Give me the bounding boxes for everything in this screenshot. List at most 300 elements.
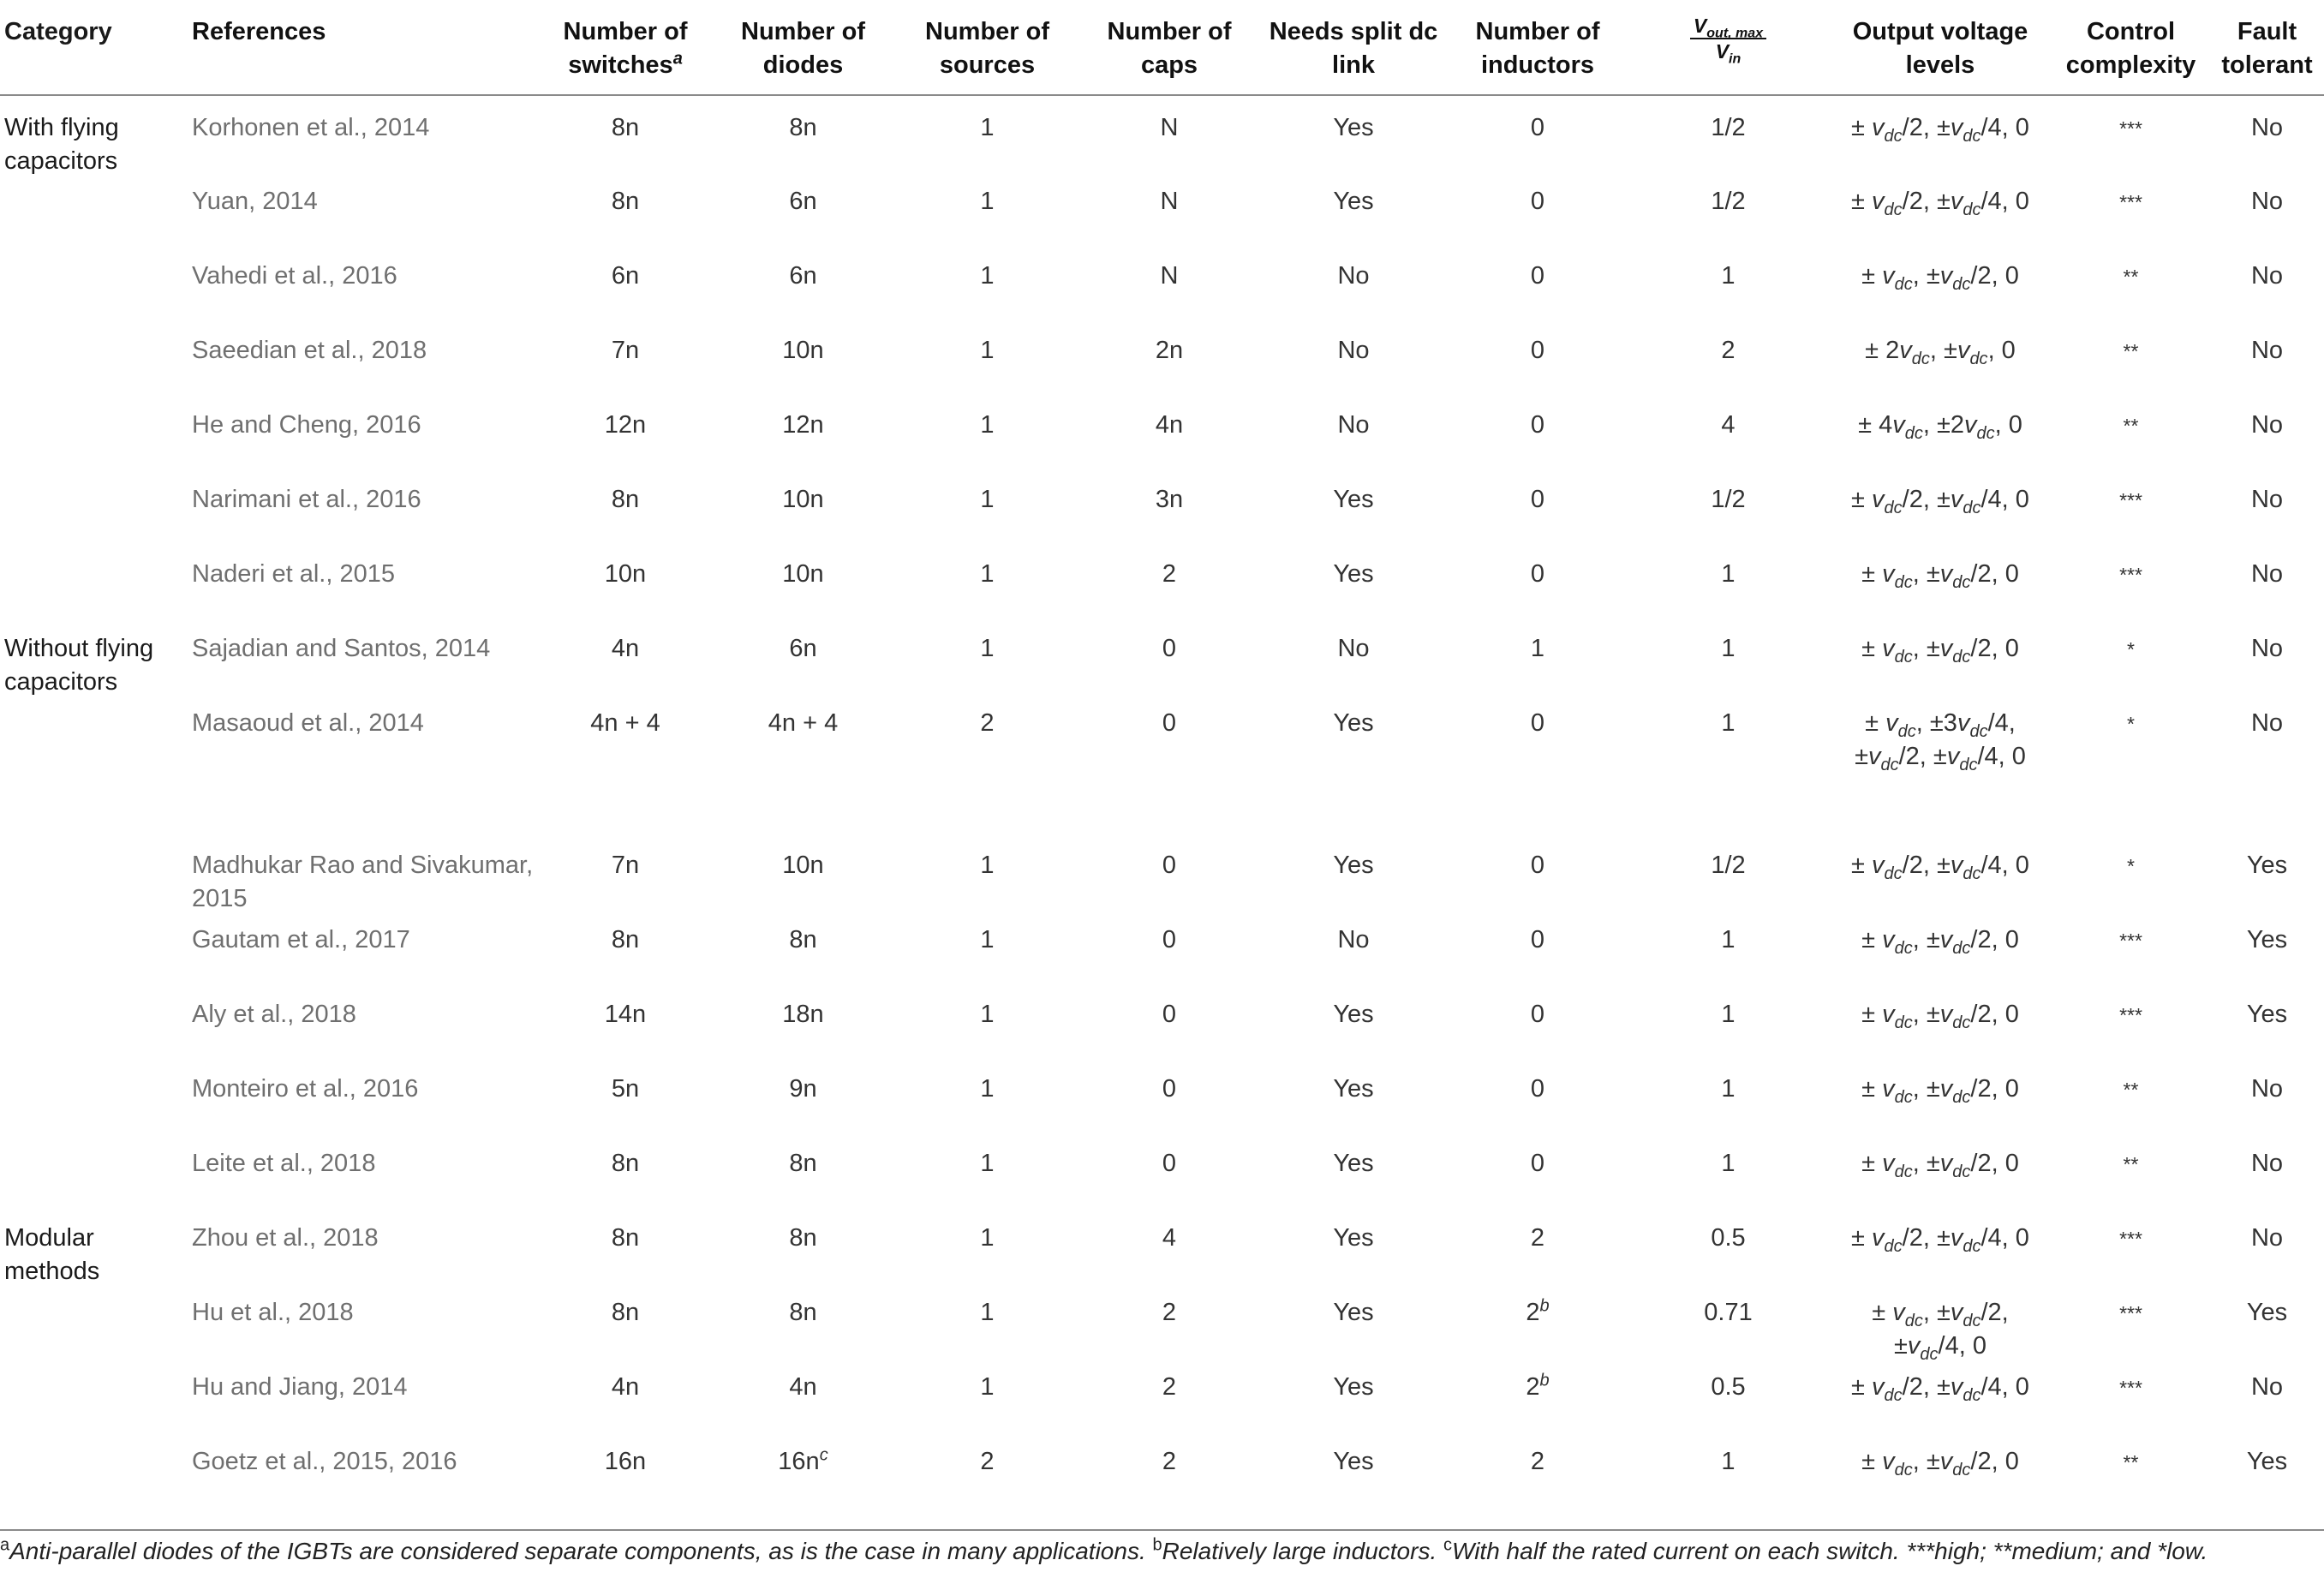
- switches-cell: [540, 409, 711, 483]
- caps-cell-text: 0: [1162, 1075, 1177, 1103]
- sources-cell-text: 1: [980, 188, 995, 215]
- fault-tolerant-cell: [2210, 1147, 2324, 1222]
- caps-cell-text: 0: [1162, 709, 1177, 737]
- split-dc-link-cell: [1259, 558, 1448, 632]
- reference-cell: [180, 998, 540, 1073]
- split-dc-link-cell-text: Yes: [1333, 1150, 1374, 1177]
- sources-cell-text: 1: [980, 1075, 995, 1103]
- switches-cell-text: 16n: [604, 1448, 647, 1475]
- voltage-ratio-cell-text: 1/2: [1711, 486, 1746, 513]
- diodes-cell: [711, 1296, 895, 1371]
- control-complexity-cell-text: **: [2123, 1451, 2139, 1473]
- fault-tolerant-cell-text: No: [2250, 709, 2284, 737]
- switches-cell: [540, 334, 711, 409]
- split-dc-link-cell-text: No: [1337, 926, 1370, 953]
- control-complexity-cell-text: ***: [2119, 564, 2142, 586]
- switches-cell: [540, 923, 711, 998]
- caps-cell-text: 0: [1162, 635, 1177, 662]
- split-dc-link-cell: [1259, 998, 1448, 1073]
- table-row: [0, 334, 2324, 409]
- split-dc-link-cell: [1259, 632, 1448, 707]
- caps-cell: [1079, 998, 1259, 1073]
- reference-cell: [180, 849, 540, 923]
- control-complexity-cell: [2052, 1222, 2210, 1296]
- sources-cell: [895, 707, 1079, 849]
- inductors-cell: [1448, 95, 1628, 185]
- reference-cell: [180, 1147, 540, 1222]
- switches-cell: [540, 95, 711, 185]
- control-complexity-cell-text: ***: [2119, 1377, 2142, 1399]
- category-cell: [0, 998, 180, 1073]
- diodes-cell-text: 4n: [789, 1373, 817, 1401]
- inductors-cell-text: 2: [1530, 1448, 1545, 1475]
- fault-tolerant-cell-text: Yes: [2246, 1299, 2288, 1326]
- switches-cell-text: 6n: [611, 262, 640, 290]
- diodes-cell-text: 8n: [789, 926, 817, 953]
- voltage-ratio-cell: [1628, 260, 1829, 334]
- header-switches: Number of switches$^a$: [540, 0, 711, 95]
- sources-cell: [895, 1445, 1079, 1520]
- output-levels-cell: [1829, 1371, 2052, 1445]
- inductors-cell-text: 1: [1530, 635, 1545, 662]
- fault-tolerant-cell-text: No: [2250, 188, 2284, 215]
- fault-tolerant-cell: [2210, 707, 2324, 849]
- reference-cell: [180, 1222, 540, 1296]
- table-row: [0, 558, 2324, 632]
- output-levels-cell-text: ± $v_{dc}$, $\pm v_{dc}/2$, 0: [1861, 1448, 2019, 1479]
- diodes-cell-text: 8n: [789, 1299, 817, 1326]
- voltage-ratio-cell-text: 1: [1721, 1448, 1736, 1475]
- fault-tolerant-cell: [2210, 185, 2324, 260]
- inductors-cell-text: 0: [1530, 486, 1545, 513]
- category-cell-text: Without flying capacitors: [4, 635, 154, 696]
- sources-cell-text: 1: [980, 337, 995, 364]
- switches-cell: [540, 1445, 711, 1520]
- fault-tolerant-cell-text: Yes: [2246, 1448, 2288, 1475]
- sources-cell: [895, 483, 1079, 558]
- split-dc-link-cell: [1259, 1073, 1448, 1147]
- voltage-ratio-cell-text: 2: [1721, 337, 1736, 364]
- output-levels-cell: [1829, 409, 2052, 483]
- reference-cell: [180, 185, 540, 260]
- reference-cell: [180, 923, 540, 998]
- fault-tolerant-cell-text: No: [2250, 635, 2284, 662]
- output-levels-cell: [1829, 1147, 2052, 1222]
- caps-cell: [1079, 185, 1259, 260]
- inductors-cell: [1448, 632, 1628, 707]
- diodes-cell: [711, 1222, 895, 1296]
- output-levels-cell-text: ± $v_{dc}/2$, $\pm v_{dc}/4$, 0: [1851, 188, 2029, 219]
- diodes-cell-text: 10n: [782, 852, 824, 879]
- split-dc-link-cell: [1259, 260, 1448, 334]
- voltage-ratio-cell-text: 1/2: [1711, 114, 1746, 141]
- reference-cell-text: Monteiro et al., 2016: [192, 1075, 419, 1103]
- table-row: [0, 95, 2324, 185]
- switches-cell-text: 14n: [604, 1001, 647, 1028]
- control-complexity-cell: [2052, 707, 2210, 849]
- voltage-ratio-cell-text: 1: [1721, 635, 1736, 662]
- header-voltage-ratio: [1628, 0, 1829, 95]
- voltage-ratio-cell: [1628, 1371, 1829, 1445]
- inductors-cell: [1448, 260, 1628, 334]
- category-cell: [0, 95, 180, 185]
- split-dc-link-cell-text: Yes: [1333, 560, 1374, 588]
- sources-cell-text: 1: [980, 114, 995, 141]
- category-cell: [0, 185, 180, 260]
- fault-tolerant-cell: [2210, 632, 2324, 707]
- split-dc-link-cell: [1259, 1371, 1448, 1445]
- control-complexity-cell-text: ***: [2119, 1302, 2142, 1324]
- switches-cell: [540, 632, 711, 707]
- category-cell: [0, 1222, 180, 1296]
- split-dc-link-cell-text: Yes: [1333, 1001, 1374, 1028]
- inductors-cell-text: 0: [1530, 262, 1545, 290]
- table-row: [0, 998, 2324, 1073]
- diodes-cell-text: 18n: [782, 1001, 824, 1028]
- sources-cell: [895, 1222, 1079, 1296]
- split-dc-link-cell-text: Yes: [1333, 486, 1374, 513]
- voltage-ratio-cell-text: 1: [1721, 709, 1736, 737]
- control-complexity-cell: [2052, 1371, 2210, 1445]
- footnote-a-text: Anti-parallel diodes of the IGBTs are considered separate components, as is the case in many applications.: [9, 1538, 1146, 1564]
- diodes-cell: [711, 409, 895, 483]
- control-complexity-cell-text: **: [2123, 1079, 2139, 1101]
- caps-cell-text: 0: [1162, 852, 1177, 879]
- reference-cell-text: Hu and Jiang, 2014: [192, 1373, 408, 1401]
- switches-cell-text: 4n + 4: [590, 709, 660, 737]
- diodes-cell-text: 10n: [782, 486, 824, 513]
- header-references: References: [180, 0, 540, 95]
- switches-cell: [540, 260, 711, 334]
- control-complexity-cell: [2052, 260, 2210, 334]
- output-levels-cell-text: ± $v_{dc}$, $\pm v_{dc}/2$, $\pm v_{dc}/4$, 0: [1872, 1299, 2009, 1364]
- diodes-cell: [711, 483, 895, 558]
- inductors-cell: [1448, 1296, 1628, 1371]
- control-complexity-cell-text: *: [2127, 713, 2135, 735]
- switches-cell: [540, 1222, 711, 1296]
- control-complexity-cell-text: ***: [2119, 929, 2142, 952]
- sources-cell-text: 2: [980, 709, 995, 737]
- output-levels-cell-text: ± $v_{dc}/2$, $\pm v_{dc}/4$, 0: [1851, 852, 2029, 883]
- voltage-ratio-cell-text: 1: [1721, 560, 1736, 588]
- sources-cell: [895, 334, 1079, 409]
- switches-cell: [540, 185, 711, 260]
- reference-cell-text: Gautam et al., 2017: [192, 926, 410, 953]
- table-row: [0, 483, 2324, 558]
- header-diodes: Number of diodes: [711, 0, 895, 95]
- inductors-cell-text: 0: [1530, 1001, 1545, 1028]
- inductors-cell: [1448, 558, 1628, 632]
- switches-cell-text: 12n: [604, 411, 647, 439]
- split-dc-link-cell-text: Yes: [1333, 1373, 1374, 1401]
- caps-cell: [1079, 483, 1259, 558]
- inductors-cell: [1448, 1222, 1628, 1296]
- voltage-ratio-fraction: [1690, 15, 1766, 67]
- fault-tolerant-cell-text: No: [2250, 1075, 2284, 1103]
- caps-cell-text: 3n: [1155, 486, 1184, 513]
- inductors-cell: [1448, 849, 1628, 923]
- caps-cell: [1079, 95, 1259, 185]
- reference-cell: [180, 334, 540, 409]
- diodes-cell: [711, 95, 895, 185]
- sources-cell: [895, 1296, 1079, 1371]
- caps-cell: [1079, 1371, 1259, 1445]
- caps-cell: [1079, 1147, 1259, 1222]
- reference-cell: [180, 483, 540, 558]
- reference-cell-text: Madhukar Rao and Sivakumar, 2015: [192, 852, 534, 912]
- table-row: [0, 1222, 2324, 1296]
- diodes-cell: [711, 1147, 895, 1222]
- reference-cell-text: Aly et al., 2018: [192, 1001, 356, 1028]
- diodes-cell-text: 8n: [789, 1224, 817, 1252]
- table-header: [0, 0, 2324, 95]
- header-category: Category: [0, 0, 180, 95]
- diodes-cell-text: 6n: [789, 262, 817, 290]
- caps-cell: [1079, 1296, 1259, 1371]
- category-cell: [0, 260, 180, 334]
- diodes-cell-text: 12n: [782, 411, 824, 439]
- output-levels-cell-text: ± $v_{dc}$, $\pm v_{dc}/2$, 0: [1861, 262, 2019, 294]
- output-levels-cell-text: ± $v_{dc}$, $\pm 3v_{dc}/4$, $\pm v_{dc}/2$, $\pm v_{dc}/4$, 0: [1855, 709, 2026, 774]
- fault-tolerant-cell-text: Yes: [2246, 926, 2288, 953]
- sources-cell: [895, 260, 1079, 334]
- fault-tolerant-cell: [2210, 1445, 2324, 1520]
- category-cell: [0, 1296, 180, 1371]
- category-cell: [0, 849, 180, 923]
- voltage-ratio-cell: [1628, 632, 1829, 707]
- output-levels-cell: [1829, 334, 2052, 409]
- sources-cell: [895, 632, 1079, 707]
- table-row: [0, 260, 2324, 334]
- table-row: [0, 1296, 2324, 1371]
- split-dc-link-cell: [1259, 483, 1448, 558]
- fault-tolerant-cell-text: No: [2250, 560, 2284, 588]
- fault-tolerant-cell: [2210, 260, 2324, 334]
- fault-tolerant-cell: [2210, 923, 2324, 998]
- caps-cell-text: 2: [1162, 1448, 1177, 1475]
- caps-cell-text: 2: [1162, 1373, 1177, 1401]
- split-dc-link-cell: [1259, 1296, 1448, 1371]
- sources-cell: [895, 1147, 1079, 1222]
- switches-cell-text: 8n: [611, 1224, 640, 1252]
- control-complexity-cell-text: **: [2123, 1153, 2139, 1175]
- output-levels-cell-text: ± $v_{dc}$, $\pm v_{dc}/2$, 0: [1861, 926, 2019, 958]
- voltage-ratio-denominator: $V_{in}$: [1715, 40, 1742, 67]
- caps-cell: [1079, 632, 1259, 707]
- control-complexity-cell: [2052, 185, 2210, 260]
- switches-cell: [540, 1296, 711, 1371]
- split-dc-link-cell: [1259, 1147, 1448, 1222]
- caps-cell-text: 2: [1162, 1299, 1177, 1326]
- inductors-cell: [1448, 1073, 1628, 1147]
- table-footnote: [0, 1529, 2324, 1567]
- category-cell: [0, 334, 180, 409]
- split-dc-link-cell: [1259, 1445, 1448, 1520]
- diodes-cell: [711, 632, 895, 707]
- sources-cell-text: 1: [980, 635, 995, 662]
- fault-tolerant-cell-text: No: [2250, 114, 2284, 141]
- inductors-cell: [1448, 1445, 1628, 1520]
- split-dc-link-cell-text: Yes: [1333, 1075, 1374, 1103]
- split-dc-link-cell-text: Yes: [1333, 1224, 1374, 1252]
- switches-cell-text: 8n: [611, 486, 640, 513]
- fault-tolerant-cell: [2210, 95, 2324, 185]
- sources-cell-text: 1: [980, 1299, 995, 1326]
- control-complexity-cell: [2052, 558, 2210, 632]
- control-complexity-cell-text: ***: [2119, 191, 2142, 213]
- sources-cell-text: 1: [980, 1001, 995, 1028]
- table-row: [0, 409, 2324, 483]
- caps-cell-text: N: [1160, 114, 1179, 141]
- category-cell: [0, 923, 180, 998]
- table-body: [0, 95, 2324, 1520]
- fault-tolerant-cell-text: No: [2250, 411, 2284, 439]
- voltage-ratio-cell-text: 4: [1721, 411, 1736, 439]
- output-levels-cell: [1829, 1445, 2052, 1520]
- diodes-cell: [711, 1073, 895, 1147]
- reference-cell-text: Sajadian and Santos, 2014: [192, 635, 491, 662]
- voltage-ratio-cell: [1628, 95, 1829, 185]
- control-complexity-cell-text: **: [2123, 415, 2139, 437]
- output-levels-cell: [1829, 707, 2052, 849]
- diodes-cell: [711, 1371, 895, 1445]
- table-row: [0, 632, 2324, 707]
- diodes-cell-text: 8n: [789, 114, 817, 141]
- sources-cell: [895, 409, 1079, 483]
- sources-cell: [895, 558, 1079, 632]
- table-row: [0, 923, 2324, 998]
- reference-cell: [180, 1073, 540, 1147]
- reference-cell: [180, 707, 540, 849]
- diodes-cell-footnote-mark: c: [819, 1445, 828, 1465]
- control-complexity-cell-text: *: [2127, 855, 2135, 877]
- switches-cell: [540, 1147, 711, 1222]
- caps-cell-text: 2: [1162, 560, 1177, 588]
- caps-cell: [1079, 409, 1259, 483]
- split-dc-link-cell-text: No: [1337, 411, 1370, 439]
- split-dc-link-cell-text: No: [1337, 262, 1370, 290]
- reference-cell-text: Naderi et al., 2015: [192, 560, 395, 588]
- output-levels-cell: [1829, 558, 2052, 632]
- table-row: [0, 1445, 2324, 1520]
- switches-cell-text: 10n: [604, 560, 647, 588]
- control-complexity-cell-text: ***: [2119, 1228, 2142, 1250]
- split-dc-link-cell-text: Yes: [1333, 1448, 1374, 1475]
- split-dc-link-cell-text: Yes: [1333, 852, 1374, 879]
- fault-tolerant-cell: [2210, 483, 2324, 558]
- table-row: [0, 185, 2324, 260]
- footnote-b-mark: b: [1152, 1535, 1162, 1555]
- caps-cell: [1079, 1445, 1259, 1520]
- control-complexity-cell-text: ***: [2119, 489, 2142, 511]
- header-fault-tolerant: Fault tolerant: [2210, 0, 2324, 95]
- inductors-cell-text: 2: [1526, 1373, 1540, 1401]
- switches-cell: [540, 1073, 711, 1147]
- sources-cell: [895, 1073, 1079, 1147]
- control-complexity-cell: [2052, 483, 2210, 558]
- sources-cell-text: 1: [980, 1224, 995, 1252]
- voltage-ratio-cell-text: 1: [1721, 1075, 1736, 1103]
- voltage-ratio-cell-text: 1: [1721, 1001, 1736, 1028]
- fault-tolerant-cell-text: No: [2250, 337, 2284, 364]
- control-complexity-cell-text: ***: [2119, 117, 2142, 140]
- reference-cell-text: Narimani et al., 2016: [192, 486, 421, 513]
- caps-cell-text: N: [1160, 262, 1179, 290]
- switches-cell-text: 7n: [611, 852, 640, 879]
- header-row: [0, 0, 2324, 95]
- reference-cell-text: He and Cheng, 2016: [192, 411, 421, 439]
- split-dc-link-cell-text: Yes: [1333, 1299, 1374, 1326]
- control-complexity-cell: [2052, 998, 2210, 1073]
- diodes-cell-text: 6n: [789, 188, 817, 215]
- control-complexity-cell-text: **: [2123, 266, 2139, 288]
- fault-tolerant-cell: [2210, 1296, 2324, 1371]
- diodes-cell-text: 4n + 4: [768, 709, 839, 737]
- caps-cell: [1079, 849, 1259, 923]
- split-dc-link-cell: [1259, 95, 1448, 185]
- switches-cell: [540, 1371, 711, 1445]
- sources-cell-text: 1: [980, 560, 995, 588]
- output-levels-cell: [1829, 923, 2052, 998]
- switches-cell: [540, 849, 711, 923]
- switches-cell: [540, 483, 711, 558]
- voltage-ratio-cell: [1628, 334, 1829, 409]
- inductors-cell: [1448, 483, 1628, 558]
- header-caps: Number of caps: [1079, 0, 1259, 95]
- sources-cell: [895, 1371, 1079, 1445]
- voltage-ratio-cell: [1628, 409, 1829, 483]
- inductors-cell: [1448, 334, 1628, 409]
- inductors-cell: [1448, 707, 1628, 849]
- diodes-cell: [711, 260, 895, 334]
- output-levels-cell-text: ± $v_{dc}/2$, $\pm v_{dc}/4$, 0: [1851, 114, 2029, 146]
- caps-cell: [1079, 1073, 1259, 1147]
- split-dc-link-cell-text: No: [1337, 337, 1370, 364]
- inductors-cell: [1448, 409, 1628, 483]
- switches-cell-text: 8n: [611, 1299, 640, 1326]
- inductors-cell-text: 0: [1530, 114, 1545, 141]
- reference-cell: [180, 95, 540, 185]
- output-levels-cell: [1829, 95, 2052, 185]
- reference-cell-text: Saeedian et al., 2018: [192, 337, 427, 364]
- output-levels-cell-text: ± $v_{dc}/2$, $\pm v_{dc}/4$, 0: [1851, 486, 2029, 517]
- fault-tolerant-cell-text: Yes: [2246, 1001, 2288, 1028]
- output-levels-cell: [1829, 849, 2052, 923]
- control-complexity-cell: [2052, 1445, 2210, 1520]
- fault-tolerant-cell: [2210, 1222, 2324, 1296]
- category-cell: [0, 1445, 180, 1520]
- control-complexity-cell: [2052, 409, 2210, 483]
- diodes-cell-text: 10n: [782, 337, 824, 364]
- diodes-cell: [711, 707, 895, 849]
- inductors-cell-text: 2: [1530, 1224, 1545, 1252]
- switches-cell-text: 4n: [611, 635, 640, 662]
- output-levels-cell-text: ± $v_{dc}$, $\pm v_{dc}/2$, 0: [1861, 1150, 2019, 1181]
- header-sources: Number of sources: [895, 0, 1079, 95]
- diodes-cell: [711, 558, 895, 632]
- sources-cell-text: 1: [980, 1373, 995, 1401]
- fault-tolerant-cell: [2210, 849, 2324, 923]
- sources-cell-text: 1: [980, 1150, 995, 1177]
- reference-cell-text: Goetz et al., 2015, 2016: [192, 1448, 457, 1475]
- diodes-cell: [711, 1445, 895, 1520]
- category-cell: [0, 1371, 180, 1445]
- voltage-ratio-cell: [1628, 558, 1829, 632]
- switches-cell-text: 7n: [611, 337, 640, 364]
- output-levels-cell-text: ± $v_{dc}$, $\pm v_{dc}/2$, 0: [1861, 635, 2019, 666]
- split-dc-link-cell: [1259, 923, 1448, 998]
- switches-cell: [540, 998, 711, 1073]
